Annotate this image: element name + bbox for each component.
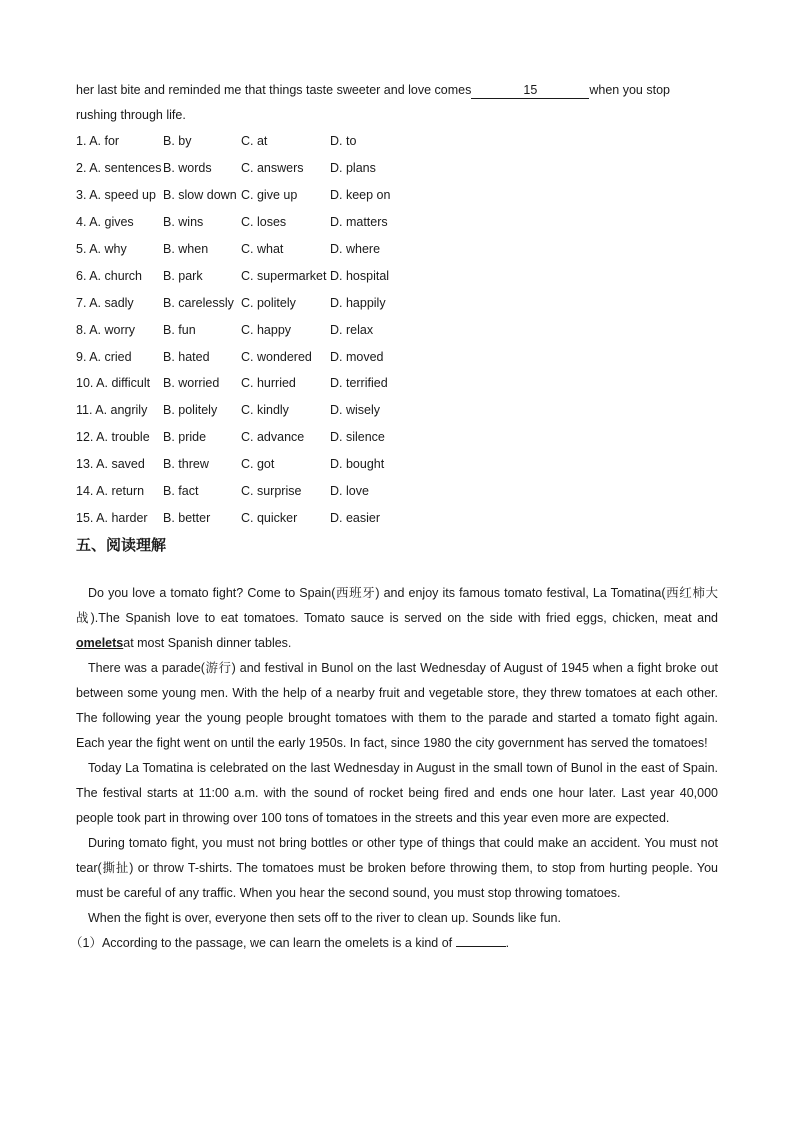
section-title: 五、阅读理解 xyxy=(76,536,167,555)
option-c[interactable]: C. what xyxy=(241,242,284,256)
option-d[interactable]: D. happily xyxy=(330,295,386,310)
option-c[interactable]: C. give up xyxy=(241,188,298,203)
option-c[interactable]: C. hurried xyxy=(241,376,296,391)
option-c[interactable]: C. loses xyxy=(241,215,287,230)
option-a[interactable]: 12. A. trouble xyxy=(76,430,150,445)
question-1-text: （1）According to the passage, we can learn the omelets is a kind of xyxy=(70,936,453,951)
option-row xyxy=(76,504,718,531)
option-row xyxy=(76,182,718,209)
option-d[interactable]: D. matters xyxy=(330,215,388,230)
option-row xyxy=(76,289,718,316)
cloze-tail-line-2: rushing through life. xyxy=(76,108,186,122)
option-a[interactable]: 9. A. cried xyxy=(76,349,132,364)
option-row xyxy=(76,155,718,182)
option-d[interactable]: D. wisely xyxy=(330,403,381,418)
option-a[interactable]: 3. A. speed up xyxy=(76,188,156,203)
cloze-tail-line-1 xyxy=(76,78,718,103)
option-d[interactable]: D. terrified xyxy=(330,376,388,391)
blank-number: 15 xyxy=(523,83,538,97)
option-d[interactable]: D. moved xyxy=(330,349,384,364)
option-b[interactable]: B. threw xyxy=(163,457,209,472)
option-d[interactable]: D. relax xyxy=(330,322,374,337)
option-a[interactable]: 8. A. worry xyxy=(76,322,136,337)
option-b[interactable]: B. words xyxy=(163,161,212,176)
question-1-blank[interactable] xyxy=(456,946,506,947)
option-d[interactable]: D. hospital xyxy=(330,268,390,283)
passage-paragraph-5: When the fight is over, everyone then sets off to the river to clean up. Sounds like fun. xyxy=(88,911,561,926)
option-b[interactable]: B. hated xyxy=(163,349,210,364)
option-d[interactable]: D. silence xyxy=(330,430,385,445)
option-a[interactable]: 6. A. church xyxy=(76,268,143,283)
option-row xyxy=(76,316,718,343)
option-row xyxy=(76,397,718,424)
option-row xyxy=(76,209,718,236)
option-a[interactable]: 14. A. return xyxy=(76,484,145,499)
option-b[interactable]: B. wins xyxy=(163,215,204,230)
option-b[interactable]: B. by xyxy=(163,134,192,149)
passage-paragraph-2: There was a parade(游行) and festival in Bunol on the last Wednesday of August of 1945 when a fight broke out between some young men. With the help of a nearby fruit and vegetable store, they threw tomatoes at each other. The following year the young people brought tomatoes with them to the parade and started a tomato fight again. Each year the fight went on until the early 1950s. In fact, since 1980 the city government has served the tomatoes! xyxy=(76,661,718,751)
option-d[interactable]: D. plans xyxy=(330,161,376,176)
option-d[interactable]: D. easier xyxy=(330,510,381,525)
option-row xyxy=(76,451,718,478)
option-row xyxy=(76,128,718,155)
options-list xyxy=(76,128,718,531)
option-row xyxy=(76,424,718,451)
document-page xyxy=(70,78,718,956)
option-b[interactable]: B. park xyxy=(163,268,203,283)
passage-paragraph-1 xyxy=(76,581,718,656)
passage-paragraph-4: During tomato fight, you must not bring bottles or other type of things that could make an accident. You must not tear(撕扯) or throw T-shirts. The tomatoes must be broken before throwing them, to stop from hurting people. You must be careful of any traffic. When you hear the second sound, you must stop throwing tomatoes. xyxy=(76,836,718,901)
option-c[interactable]: C. got xyxy=(241,457,275,472)
option-a[interactable]: 7. A. sadly xyxy=(76,295,134,310)
option-c[interactable]: C. kindly xyxy=(241,403,289,418)
option-c[interactable]: C. wondered xyxy=(241,349,312,364)
cloze-text-before: her last bite and reminded me that things taste sweeter and love comes xyxy=(76,83,472,97)
option-d[interactable]: D. where xyxy=(330,242,381,256)
option-b[interactable]: B. carelessly xyxy=(163,295,234,310)
option-b[interactable]: B. when xyxy=(163,242,209,256)
underlined-word-omelets: omelets xyxy=(76,636,124,651)
reading-passage xyxy=(76,581,718,931)
option-d[interactable]: D. bought xyxy=(330,457,385,472)
option-c[interactable]: C. advance xyxy=(241,430,305,445)
option-row xyxy=(76,236,718,263)
option-row xyxy=(76,343,718,370)
option-row xyxy=(76,262,718,289)
option-d[interactable]: D. love xyxy=(330,484,369,499)
option-c[interactable]: C. answers xyxy=(241,161,304,176)
option-a[interactable]: 2. A. sentences xyxy=(76,161,162,176)
option-b[interactable]: B. politely xyxy=(163,403,218,418)
option-b[interactable]: B. slow down xyxy=(163,188,237,203)
option-b[interactable]: B. worried xyxy=(163,376,220,391)
option-a[interactable]: 15. A. harder xyxy=(76,510,148,525)
option-b[interactable]: B. fun xyxy=(163,322,196,337)
option-a[interactable]: 11. A. angrily xyxy=(76,403,148,418)
question-1-period: . xyxy=(505,936,510,951)
option-b[interactable]: B. pride xyxy=(163,430,207,445)
option-c[interactable]: C. happy xyxy=(241,322,292,337)
option-c[interactable]: C. politely xyxy=(241,295,296,310)
option-d[interactable]: D. keep on xyxy=(330,188,391,203)
option-a[interactable]: 4. A. gives xyxy=(76,215,134,230)
option-a[interactable]: 1. A. for xyxy=(76,134,120,149)
option-row xyxy=(76,478,718,505)
option-b[interactable]: B. better xyxy=(163,510,211,525)
option-a[interactable]: 5. A. why xyxy=(76,242,127,256)
p1-text-b: at most Spanish dinner tables. xyxy=(123,636,292,651)
cloze-text-after: when you stop xyxy=(589,83,670,97)
option-c[interactable]: C. supermarket xyxy=(241,268,327,283)
p1-text-a: Do you love a tomato fight? Come to Spain(西班牙) and enjoy its famous tomato festival, La Tomatina(西红柿大战).The Spanish love to eat tomatoes. Tomato sauce is served on the side with fried eggs, chicken, meat and xyxy=(76,586,718,626)
option-a[interactable]: 10. A. difficult xyxy=(76,376,151,391)
question-1 xyxy=(70,931,718,956)
option-c[interactable]: C. quicker xyxy=(241,510,298,525)
option-a[interactable]: 13. A. saved xyxy=(76,457,145,472)
option-b[interactable]: B. fact xyxy=(163,484,199,499)
passage-paragraph-3: Today La Tomatina is celebrated on the last Wednesday in August in the small town of Bunol in the east of Spain. The festival starts at 11:00 a.m. with the sound of rocket being fired and ends one hour later. Last year 40,000 people took part in throwing over 100 tons of tomatoes in the streets and this year even more are expected. xyxy=(76,761,718,826)
option-row xyxy=(76,370,718,397)
option-c[interactable]: C. surprise xyxy=(241,484,302,499)
option-d[interactable]: D. to xyxy=(330,134,357,149)
cloze-blank-15[interactable] xyxy=(471,83,589,99)
option-c[interactable]: C. at xyxy=(241,134,268,149)
